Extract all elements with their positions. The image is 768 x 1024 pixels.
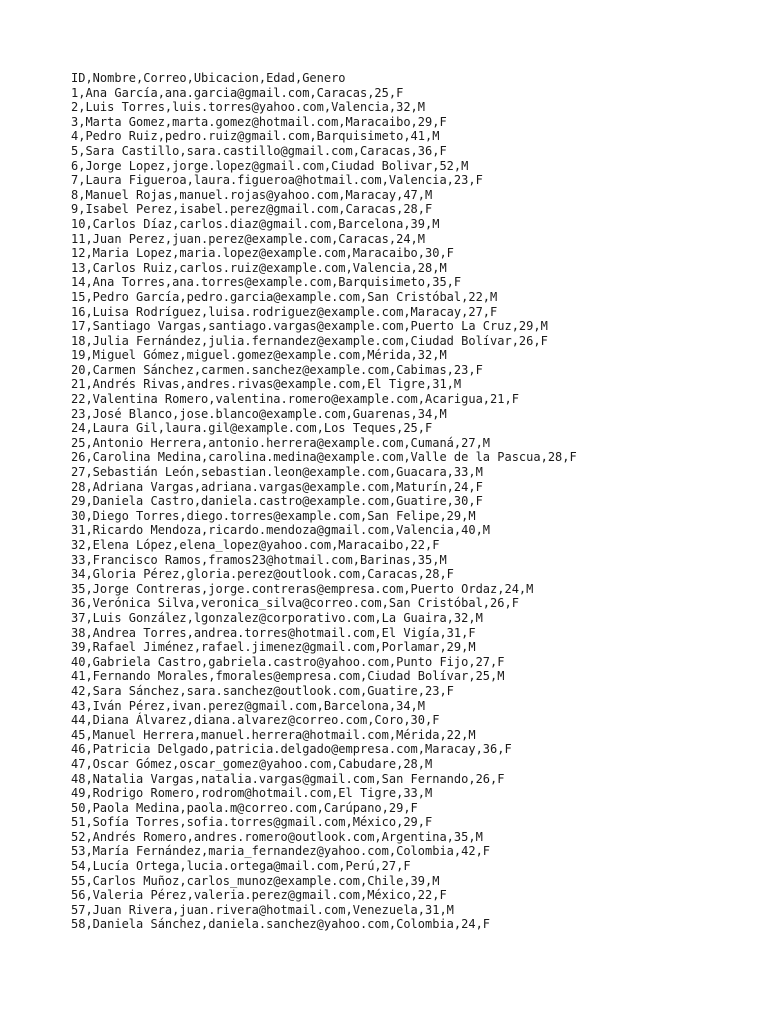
csv-record-line: 55,Carlos Muñoz,carlos_munoz@example.com,Chile,39,M	[71, 873, 440, 888]
csv-record-line: 4,Pedro Ruiz,pedro.ruiz@gmail.com,Barquisimeto,41,M	[71, 129, 440, 144]
csv-record-line: 1,Ana García,ana.garcia@gmail.com,Caracas,25,F	[71, 85, 404, 100]
csv-record-line: 41,Fernando Morales,fmorales@empresa.com,Ciudad Bolívar,25,M	[71, 669, 505, 684]
csv-record-line: 52,Andrés Romero,andres.romero@outlook.com,Argentina,35,M	[71, 829, 483, 844]
csv-record-line: 56,Valeria Pérez,valeria.perez@gmail.com,México,22,F	[71, 888, 447, 903]
csv-record-line: 36,Verónica Silva,veronica_silva@correo.com,San Cristóbal,26,F	[71, 596, 519, 611]
csv-record-line: 2,Luis Torres,luis.torres@yahoo.com,Valencia,32,M	[71, 100, 426, 115]
csv-record-line: 19,Miguel Gómez,miguel.gomez@example.com,Mérida,32,M	[71, 348, 447, 363]
csv-record-line: 29,Daniela Castro,daniela.castro@example.com,Guatire,30,F	[71, 494, 483, 509]
csv-text-block	[71, 71, 577, 932]
csv-record-line: 58,Daniela Sánchez,daniela.sanchez@yahoo.com,Colombia,24,F	[71, 917, 491, 932]
csv-record-line: 46,Patricia Delgado,patricia.delgado@empresa.com,Maracay,36,F	[71, 742, 512, 757]
csv-record-line: 50,Paola Medina,paola.m@correo.com,Carúpano,29,F	[71, 800, 418, 815]
csv-record-line: 24,Laura Gil,laura.gil@example.com,Los Teques,25,F	[71, 421, 433, 436]
csv-record-line: 18,Julia Fernández,julia.fernandez@example.com,Ciudad Bolívar,26,F	[71, 333, 548, 348]
csv-record-line: 8,Manuel Rojas,manuel.rojas@yahoo.com,Maracay,47,M	[71, 187, 433, 202]
csv-record-line: 6,Jorge Lopez,jorge.lopez@gmail.com,Ciudad Bolivar,52,M	[71, 158, 469, 173]
csv-record-line: 5,Sara Castillo,sara.castillo@gmail.com,Caracas,36,F	[71, 143, 447, 158]
csv-record-line: 7,Laura Figueroa,laura.figueroa@hotmail.com,Valencia,23,F	[71, 173, 483, 188]
csv-record-line: 33,Francisco Ramos,framos23@hotmail.com,Barinas,35,M	[71, 552, 447, 567]
csv-record-line: 20,Carmen Sánchez,carmen.sanchez@example.com,Cabimas,23,F	[71, 362, 483, 377]
csv-record-line: 25,Antonio Herrera,antonio.herrera@example.com,Cumaná,27,M	[71, 435, 491, 450]
csv-record-line: 11,Juan Perez,juan.perez@example.com,Caracas,24,M	[71, 231, 426, 246]
csv-record-line: 9,Isabel Perez,isabel.perez@gmail.com,Caracas,28,F	[71, 202, 433, 217]
csv-record-line: 31,Ricardo Mendoza,ricardo.mendoza@gmail.com,Valencia,40,M	[71, 523, 491, 538]
csv-record-line: 44,Diana Álvarez,diana.alvarez@correo.com,Coro,30,F	[71, 713, 440, 728]
csv-record-line: 21,Andrés Rivas,andres.rivas@example.com,El Tigre,31,M	[71, 377, 462, 392]
csv-record-line: 43,Iván Pérez,ivan.perez@gmail.com,Barcelona,34,M	[71, 698, 426, 713]
csv-record-line: 32,Elena López,elena_lopez@yahoo.com,Maracaibo,22,F	[71, 538, 440, 552]
csv-record-line: 54,Lucía Ortega,lucia.ortega@mail.com,Perú,27,F	[71, 859, 411, 874]
csv-record-line: 49,Rodrigo Romero,rodrom@hotmail.com,El Tigre,33,M	[71, 786, 433, 801]
csv-record-line: 10,Carlos Díaz,carlos.diaz@gmail.com,Barcelona,39,M	[71, 216, 440, 231]
csv-record-line: 48,Natalia Vargas,natalia.vargas@gmail.com,San Fernando,26,F	[71, 771, 505, 786]
csv-record-line: 22,Valentina Romero,valentina.romero@example.com,Acarigua,21,F	[71, 392, 519, 407]
csv-record-line: 27,Sebastián León,sebastian.leon@example.com,Guacara,33,M	[71, 465, 483, 480]
csv-record-line: 16,Luisa Rodríguez,luisa.rodriguez@example.com,Maracay,27,F	[71, 304, 498, 319]
csv-record-line: 53,María Fernández,maria_fernandez@yahoo.com,Colombia,42,F	[71, 844, 491, 859]
csv-record-line: 26,Carolina Medina,carolina.medina@example.com,Valle de la Pascua,28,F	[71, 450, 577, 465]
csv-record-line: 30,Diego Torres,diego.torres@example.com,San Felipe,29,M	[71, 508, 476, 523]
csv-record-line: 17,Santiago Vargas,santiago.vargas@example.com,Puerto La Cruz,29,M	[71, 319, 548, 334]
csv-record-line: 13,Carlos Ruiz,carlos.ruiz@example.com,Valencia,28,M	[71, 260, 447, 275]
csv-record-line: 15,Pedro García,pedro.garcia@example.com,San Cristóbal,22,M	[71, 289, 498, 304]
csv-record-line: 12,Maria Lopez,maria.lopez@example.com,Maracaibo,30,F	[71, 246, 454, 261]
csv-record-line: 34,Gloria Pérez,gloria.perez@outlook.com,Caracas,28,F	[71, 567, 454, 582]
csv-record-line: 57,Juan Rivera,juan.rivera@hotmail.com,Venezuela,31,M	[71, 902, 454, 917]
csv-record-line: 3,Marta Gomez,marta.gomez@hotmail.com,Maracaibo,29,F	[71, 114, 447, 129]
csv-record-line: 35,Jorge Contreras,jorge.contreras@empresa.com,Puerto Ordaz,24,M	[71, 581, 534, 596]
csv-record-line: 42,Sara Sánchez,sara.sanchez@outlook.com,Guatire,23,F	[71, 683, 454, 698]
csv-record-line: 39,Rafael Jiménez,rafael.jimenez@gmail.com,Porlamar,29,M	[71, 640, 476, 655]
csv-header-line: ID,Nombre,Correo,Ubicacion,Edad,Genero	[71, 71, 346, 85]
csv-record-line: 23,José Blanco,jose.blanco@example.com,Guarenas,34,M	[71, 406, 447, 421]
csv-record-line: 45,Manuel Herrera,manuel.herrera@hotmail.com,Mérida,22,M	[71, 727, 476, 742]
csv-record-line: 28,Adriana Vargas,adriana.vargas@example.com,Maturín,24,F	[71, 479, 483, 494]
csv-record-line: 14,Ana Torres,ana.torres@example.com,Barquisimeto,35,F	[71, 275, 462, 290]
csv-record-line: 51,Sofía Torres,sofia.torres@gmail.com,México,29,F	[71, 815, 433, 830]
csv-record-line: 40,Gabriela Castro,gabriela.castro@yahoo.com,Punto Fijo,27,F	[71, 654, 505, 669]
csv-record-line: 47,Oscar Gómez,oscar_gomez@yahoo.com,Cabudare,28,M	[71, 756, 433, 771]
csv-record-line: 37,Luis González,lgonzalez@corporativo.com,La Guaira,32,M	[71, 610, 483, 625]
csv-record-line: 38,Andrea Torres,andrea.torres@hotmail.com,El Vigía,31,F	[71, 625, 476, 640]
